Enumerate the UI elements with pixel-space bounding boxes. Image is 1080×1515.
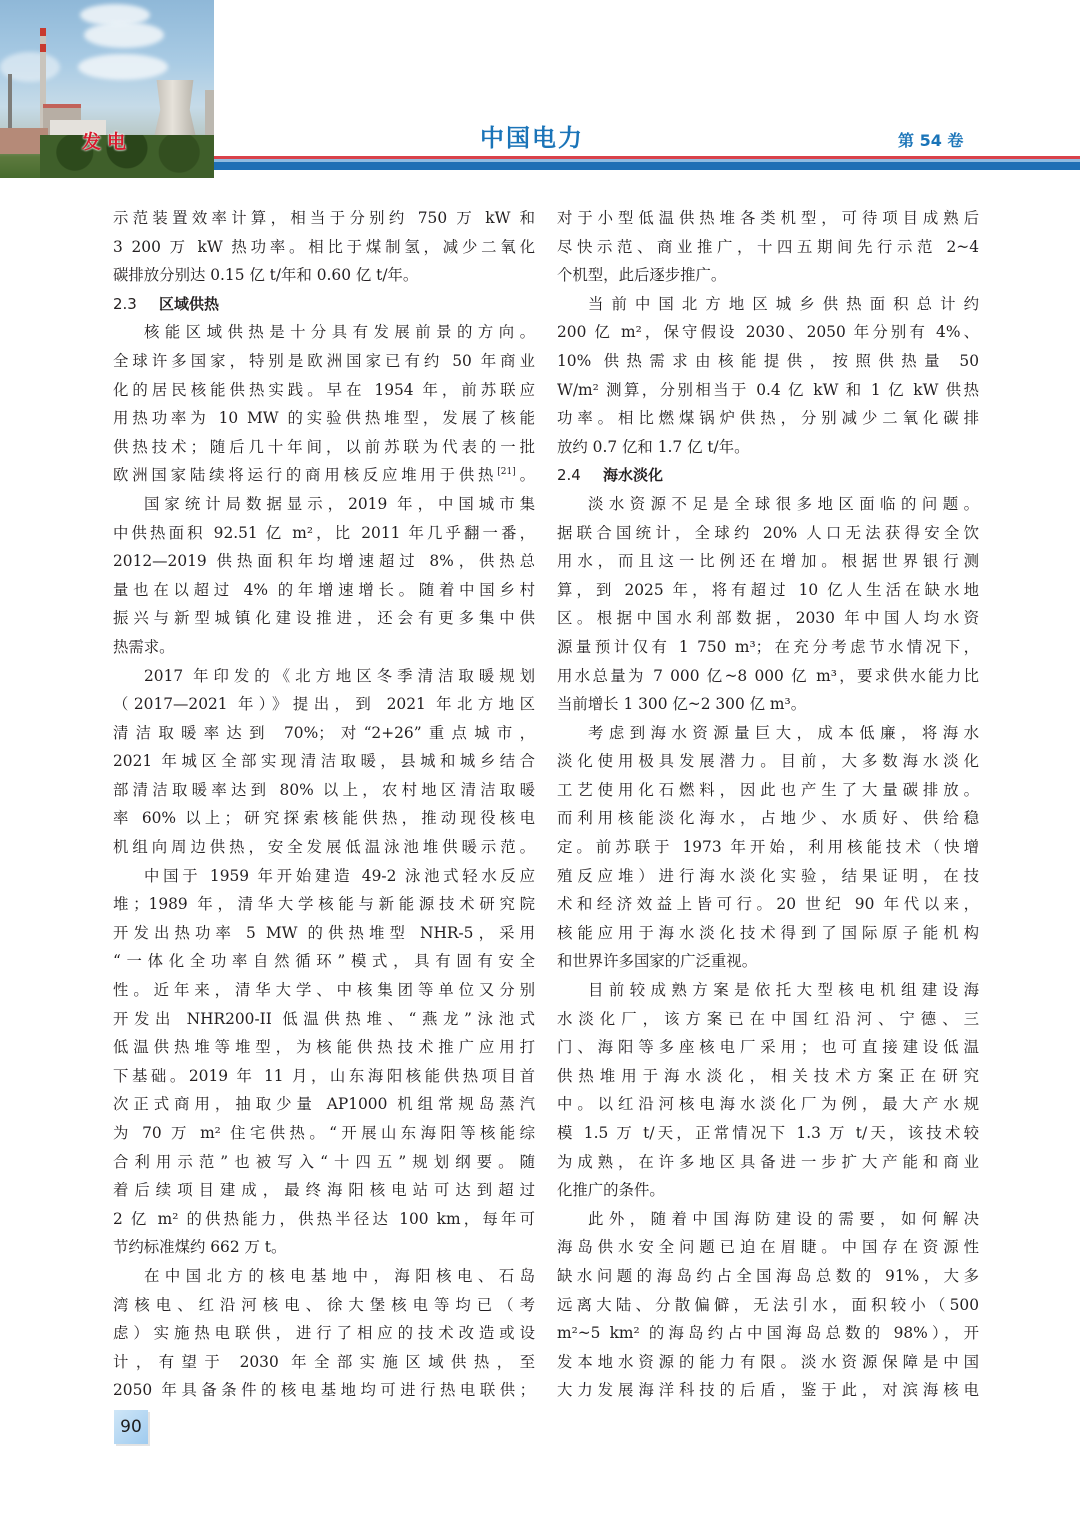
paragraph-first-line — [113, 862, 535, 891]
line-text: “一体化全功率自然循环”模式，具有固有安全 — [113, 952, 535, 971]
line-text: 化推广的条件。 — [557, 1181, 665, 1200]
text-line — [557, 833, 979, 862]
text-line — [113, 1005, 535, 1034]
text-line — [113, 604, 535, 633]
text-line — [557, 376, 979, 405]
line-text: 中国于 1959 年开始建造 49-2 泳池式轻水反应 — [144, 866, 535, 885]
paragraph-first-line — [113, 1262, 535, 1291]
text-line — [557, 1176, 979, 1205]
line-text: 用水总量为 7 000 亿~8 000 亿 m³，要求供水能力比 — [557, 666, 979, 685]
line-text: 3 200 万 kW 热功率。相比于煤制氢，减少二氧化 — [113, 237, 535, 256]
line-text: 供热技术；随后几十年间，以前苏联为代表的一批 — [113, 437, 535, 456]
line-text: 部清洁取暖率达到 80% 以上，农村地区清洁取暖 — [113, 780, 535, 799]
line-text: 远离大陆、分散偏僻，无法引水，面积较小（500 — [557, 1295, 979, 1314]
text-line — [557, 404, 979, 433]
right-column — [557, 204, 979, 1405]
text-line — [113, 576, 535, 605]
text-line — [557, 633, 979, 662]
paragraph-first-line — [113, 318, 535, 347]
line-text: （2017—2021 年）》提出，到 2021 年北方地区 — [113, 695, 535, 714]
line-text: 节约标准煤约 662 万 t。 — [113, 1238, 287, 1257]
text-line — [113, 261, 535, 290]
text-line — [557, 690, 979, 719]
line-text: 区。根据中国水利部数据，2030 年中国人均水资 — [557, 609, 979, 628]
text-line — [557, 1233, 979, 1262]
line-text: 虑）实施热电联供，进行了相应的技术改造或设 — [113, 1324, 535, 1343]
text-line — [557, 433, 979, 462]
text-line — [557, 662, 979, 691]
journal-title: 中国电力 — [480, 124, 584, 152]
line-text: 源量预计仅有 1 750 m³；在充分考虑节水情况下， — [557, 637, 979, 656]
line-text: 着后续项目建成，最终海阳核电站可达到超过 — [113, 1181, 535, 1200]
line-text: 放约 0.7 亿和 1.7 亿 t/年。 — [557, 437, 750, 456]
section-heading — [557, 461, 979, 490]
line-text: 模 1.5 万 t/天，正常情况下 1.3 万 t/天，该技术较 — [557, 1124, 979, 1142]
text-line — [113, 747, 535, 776]
line-text: 率 60% 以上；研究探索核能供热，推动现役核电 — [113, 809, 535, 828]
line-text: 和世界许多国家的广泛重视。 — [557, 952, 758, 971]
text-line — [557, 576, 979, 605]
line-text: 下基础。2019 年 11 月，山东海阳核能供热项目首 — [113, 1066, 535, 1085]
text-line — [557, 804, 979, 833]
line-text: 大力发展海洋科技的后盾，鉴于此，对滨海核电 — [557, 1381, 979, 1400]
line-text: 在中国北方的核电基地中，海阳核电、石岛 — [144, 1266, 535, 1285]
line-text: 海岛供水安全问题已迫在眉睫。中国存在资源性 — [557, 1238, 979, 1257]
chimney-shape — [8, 74, 12, 134]
line-text: 2017 年印发的《北方地区冬季清洁取暖规划 — [144, 666, 535, 685]
line-text: 2 亿 m² 的供热能力，供热半径达 100 km，每年可 — [113, 1209, 535, 1228]
section-title: 区域供热 — [159, 294, 220, 313]
line-text: 计，有望于 2030 年全部实施区域供热，至 — [113, 1352, 535, 1371]
text-line — [557, 890, 979, 919]
line-text: 中。以红沿河核电海水淡化厂为例，最大产水规 — [557, 1095, 979, 1114]
text-line — [557, 1119, 979, 1148]
line-text: 水淡化厂，该方案已在中国红沿河、宁德、三 — [557, 1009, 979, 1028]
text-line — [113, 833, 535, 862]
line-text: 国家统计局数据显示，2019 年，中国城市集 — [144, 494, 535, 513]
text-line — [557, 1033, 979, 1062]
text-line — [113, 1119, 535, 1148]
text-line — [113, 376, 535, 405]
line-text: 欧洲国家陆续将运行的商用核反应堆用于供热 — [113, 466, 498, 485]
paragraph-first-line — [557, 976, 979, 1005]
page-number: 90 — [114, 1410, 148, 1444]
text-line — [113, 547, 535, 576]
line-text: 缺水问题的海岛约占全国海岛总数的 91%，大多 — [557, 1266, 979, 1285]
text-line — [113, 690, 535, 719]
line-text: 对于小型低温供热堆各类机型，可待项目成熟后 — [557, 209, 979, 227]
line-text: 全球许多国家，特别是欧洲国家已有约 50 年商业 — [113, 351, 535, 370]
line-text: 湾核电、红沿河核电、徐大堡核电等均已（考 — [113, 1295, 535, 1314]
text-line — [557, 547, 979, 576]
text-line — [113, 1176, 535, 1205]
line-text: 开发出 NHR200-II 低温供热堆、“燕龙”泳池式 — [113, 1009, 535, 1028]
text-line — [113, 461, 535, 490]
text-line — [557, 347, 979, 376]
line-text: 低温供热堆等堆型，为核能供热技术推广应用打 — [113, 1038, 535, 1057]
text-line — [113, 1348, 535, 1377]
header-band-blue — [214, 162, 1080, 170]
text-line — [113, 890, 535, 919]
line-text: 2021 年城区全部实现清洁取暖，县城和城乡结合 — [113, 752, 535, 771]
text-line — [557, 318, 979, 347]
text-line — [557, 1291, 979, 1320]
line-tail: 。 — [515, 466, 535, 485]
line-text: 性。近年来，清华大学、中核集团等单位又分别 — [113, 981, 535, 1000]
line-text: 200 亿 m²，保守假设 2030、2050 年分别有 4%、 — [557, 323, 979, 342]
text-line — [113, 804, 535, 833]
line-text: 而利用核能淡化海水，占地少、水质好、供给稳 — [557, 809, 979, 828]
volume-label: 第 54 卷 — [898, 131, 964, 150]
line-text: 10% 供热需求由核能提供，按照供热量 50 — [557, 351, 979, 370]
text-line — [113, 1148, 535, 1177]
text-line — [113, 233, 535, 262]
line-text: 为 70 万 m² 住宅供热。“开展山东海阳等核能综 — [113, 1124, 535, 1142]
paragraph-first-line — [113, 662, 535, 691]
paragraph-first-line — [113, 490, 535, 519]
text-line — [113, 1291, 535, 1320]
text-line — [113, 404, 535, 433]
text-line — [113, 1033, 535, 1062]
line-text: 目前较成熟方案是依托大型核电机组建设海 — [588, 981, 979, 1000]
line-text: 用水，而且这一比例还在增加。根据世界银行测 — [557, 552, 979, 571]
line-text: 清洁取暖率达到 70%；对“2+26”重点城市， — [113, 723, 535, 742]
line-text: 尽快示范、商业推广，十四五期间先行示范 2~4 — [557, 237, 979, 256]
text-line — [557, 261, 979, 290]
line-text: 当前中国北方地区城乡供热面积总计约 — [588, 294, 979, 313]
text-line — [113, 1319, 535, 1348]
text-line — [557, 1005, 979, 1034]
text-line — [557, 204, 979, 233]
line-text: 个机型，此后逐步推广。 — [557, 266, 727, 285]
paragraph-first-line — [557, 490, 979, 519]
line-text: 碳排放分别达 0.15 亿 t/年和 0.60 亿 t/年。 — [113, 266, 419, 285]
text-line — [113, 776, 535, 805]
text-line — [557, 1090, 979, 1119]
line-text: 2050 年具备条件的核电基地均可进行热电联供； — [113, 1381, 535, 1400]
paragraph-first-line — [557, 719, 979, 748]
text-line — [113, 719, 535, 748]
text-line — [557, 1062, 979, 1091]
text-line — [557, 1376, 979, 1405]
text-line — [113, 919, 535, 948]
text-line — [113, 1205, 535, 1234]
line-text: 堆；1989 年，清华大学核能与新能源技术研究院 — [113, 895, 535, 914]
line-text: 热需求。 — [113, 637, 175, 656]
line-text: 术和经济效益上皆可行。20 世纪 90 年代以来， — [557, 895, 979, 914]
paragraph-first-line — [557, 290, 979, 319]
line-text: 据联合国统计，全球约 20% 人口无法获得安全饮 — [557, 523, 979, 542]
text-line — [557, 862, 979, 891]
text-line — [557, 1319, 979, 1348]
line-text: 功率。相比燃煤锅炉供热，分别减少二氧化碳排 — [557, 409, 979, 428]
line-text: 此外，随着中国海防建设的需要，如何解决 — [588, 1209, 979, 1228]
text-line — [557, 604, 979, 633]
line-text: 机组向周边供热，安全发展低温泳池堆供暖示范。 — [113, 838, 535, 857]
line-text: 化的居民核能供热实践。早在 1954 年，前苏联应 — [113, 380, 535, 399]
text-line — [113, 633, 535, 662]
line-text: 核能应用于海水淡化技术得到了国际原子能机构 — [557, 923, 979, 942]
line-text: 核能区域供热是十分具有发展前景的方向。 — [144, 323, 535, 342]
line-text: 当前增长 1 300 亿~2 300 亿 m³。 — [557, 695, 807, 714]
text-line — [113, 347, 535, 376]
line-text: 中供热面积 92.51 亿 m²，比 2011 年几乎翻一番， — [113, 523, 535, 542]
text-line — [113, 947, 535, 976]
line-text: 合利用示范”也被写入“十四五”规划纲要。随 — [113, 1152, 535, 1171]
line-text: 殖反应堆）进行海水淡化实验，结果证明，在技 — [557, 866, 979, 885]
line-text: 算，到 2025 年，将有超过 10 亿人生活在缺水地 — [557, 580, 979, 599]
left-column — [113, 204, 535, 1405]
line-text: 工艺使用化石燃料，因此也产生了大量碳排放。 — [557, 780, 979, 799]
line-text: 次正式商用，抽取少量 AP1000 机组常规岛蒸汽 — [113, 1095, 535, 1114]
text-line — [113, 976, 535, 1005]
text-line — [113, 1062, 535, 1091]
citation-reference[interactable]: [21] — [497, 467, 516, 478]
text-line — [557, 1148, 979, 1177]
line-text: 示范装置效率计算，相当于分别约 750 万 kW 和 — [113, 209, 535, 227]
text-line — [557, 919, 979, 948]
text-line — [557, 233, 979, 262]
paragraph-first-line — [557, 1205, 979, 1234]
line-text: 定。前苏联于 1973 年开始，利用核能技术（快增 — [557, 838, 979, 857]
line-text: 供热堆用于海水淡化，相关技术方案正在研究 — [557, 1066, 979, 1085]
line-text: 振兴与新型城镇化建设推进，还会有更多集中供 — [113, 609, 535, 628]
text-line — [557, 1348, 979, 1377]
cloud-shape — [84, 22, 164, 48]
cloud-shape — [78, 54, 168, 80]
section-label: 发电 — [82, 131, 133, 153]
line-text: m²~5 km² 的海岛约占中国海岛总数的 98%），开 — [557, 1324, 979, 1343]
line-text: 门、海阳等多座核电厂采用；也可直接建设低温 — [557, 1038, 979, 1057]
line-text: 发本地水资源的能力有限。淡水资源保障是中国 — [557, 1352, 979, 1371]
text-line — [557, 947, 979, 976]
text-line — [113, 433, 535, 462]
line-text: 用热功率为 10 MW 的实验供热堆型，发展了核能 — [113, 409, 535, 428]
text-line — [113, 1090, 535, 1119]
text-line — [113, 1376, 535, 1405]
header-photo-power-plant — [0, 0, 214, 178]
line-text: 开发出热功率 5 MW 的供热堆型 NHR-5，采用 — [113, 923, 535, 942]
text-line — [113, 1233, 535, 1262]
section-heading — [113, 290, 535, 319]
text-line — [557, 776, 979, 805]
text-line — [557, 747, 979, 776]
text-line — [113, 519, 535, 548]
section-title: 海水淡化 — [603, 466, 664, 485]
section-number: 2.4 — [557, 466, 581, 485]
line-text: 2012—2019 供热面积年均增速超过 8%，供热总 — [113, 552, 535, 571]
text-line — [557, 1262, 979, 1291]
text-line — [557, 519, 979, 548]
section-number: 2.3 — [113, 294, 137, 313]
text-line — [113, 204, 535, 233]
line-text: 考虑到海水资源量巨大，成本低廉，将海水 — [588, 723, 979, 742]
line-text: W/m² 测算，分别相当于 0.4 亿 kW 和 1 亿 kW 供热 — [557, 380, 979, 399]
line-text: 淡水资源不足是全球很多地区面临的问题。 — [588, 494, 979, 513]
line-text: 淡化使用极具发展潜力。目前，大多数海水淡化 — [557, 752, 979, 771]
line-text: 为成熟，在许多地区具备进一步扩大产能和商业 — [557, 1152, 979, 1171]
line-text: 量也在以超过 4% 的年增速增长。随着中国乡村 — [113, 580, 535, 599]
